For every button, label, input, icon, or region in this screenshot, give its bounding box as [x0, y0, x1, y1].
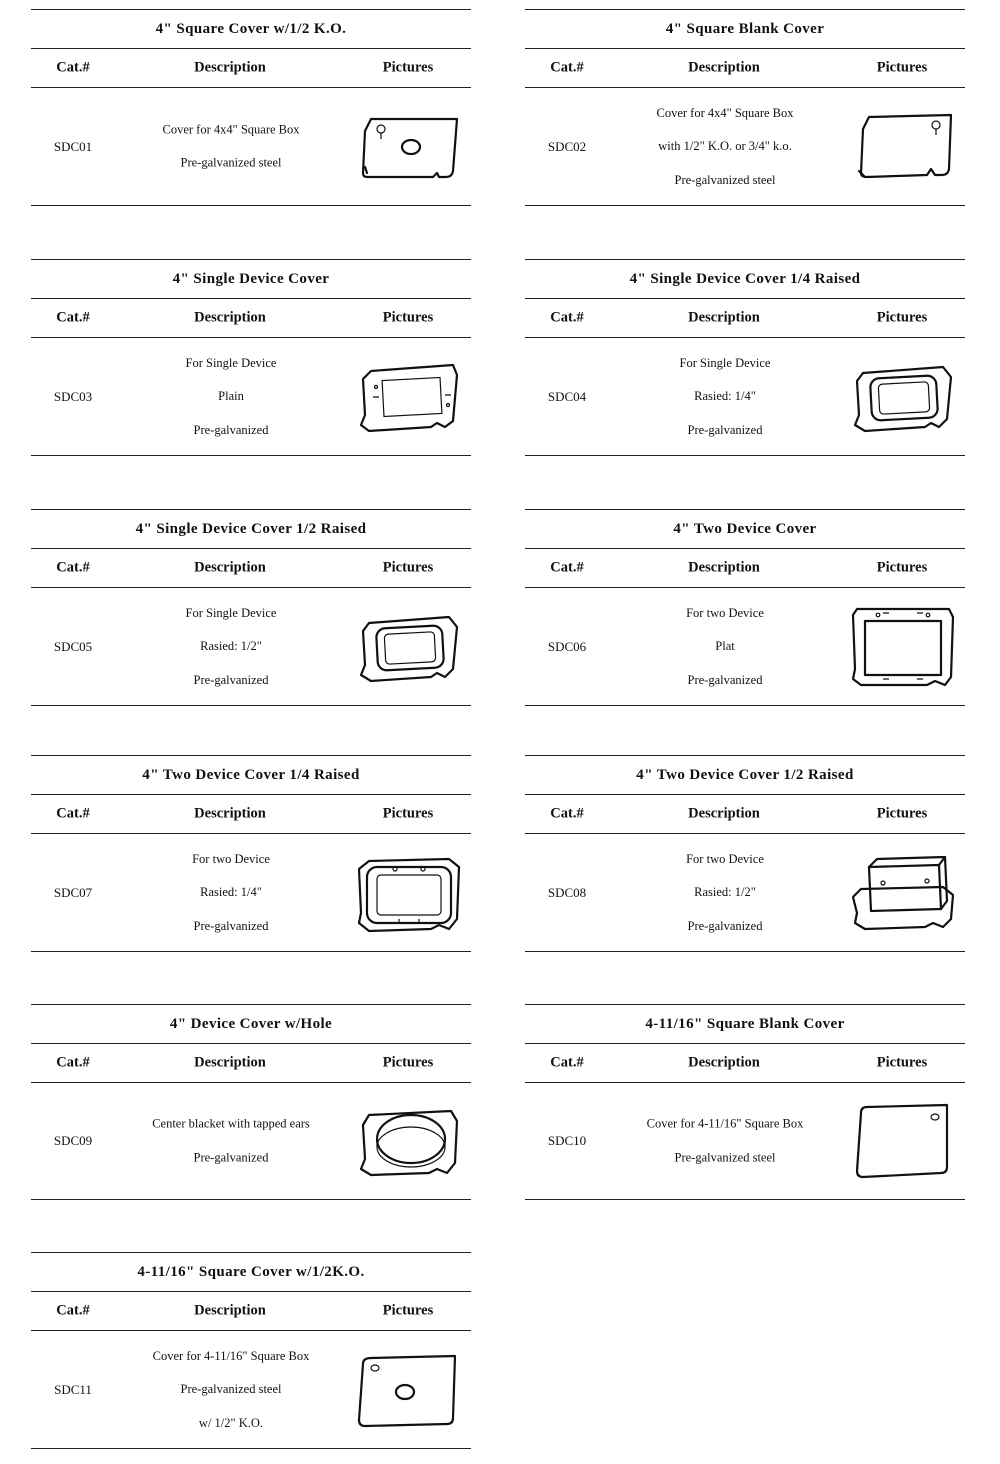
cat-number: SDC04: [547, 388, 587, 404]
description-header: Description: [194, 1302, 266, 1319]
description-header: Description: [688, 805, 760, 822]
cat-header: Cat.#: [56, 1302, 90, 1319]
product-title: 4" Two Device Cover 1/4 Raised: [31, 755, 471, 795]
table-row: [31, 88, 471, 206]
product-description: For two Device Rasied: 1/4" Pre-galvanized: [192, 851, 270, 933]
cat-header: Cat.#: [56, 805, 90, 822]
product-title: 4" Device Cover w/Hole: [31, 1004, 471, 1044]
product-block-sdc06: [525, 509, 965, 706]
table-row: [31, 834, 471, 952]
table-header: [525, 1044, 965, 1083]
single-device-raised-cover-icon: [843, 357, 963, 437]
table-row: [525, 88, 965, 206]
cat-number: SDC10: [547, 1133, 587, 1148]
product-block-sdc04: [525, 259, 965, 456]
description-header: Description: [194, 1054, 266, 1071]
product-description: Cover for 4x4" Square Box with 1/2" K.O. or 3/4" k.o. Pre-galvanized steel: [656, 105, 794, 187]
product-description: Cover for 4-11/16" Square Box Pre-galvanized steel w/ 1/2" K.O.: [152, 1348, 310, 1430]
product-title: 4" Square Blank Cover: [525, 9, 965, 49]
product-block-sdc05: [31, 509, 471, 706]
two-device-deep-raised-cover-icon: [843, 853, 963, 933]
table-header: [31, 1044, 471, 1083]
product-title: 4" Single Device Cover 1/2 Raised: [31, 509, 471, 549]
product-block-sdc01: [31, 9, 471, 206]
table-header: [31, 795, 471, 834]
cat-number: SDC03: [53, 388, 93, 404]
product-block-sdc08: [525, 755, 965, 952]
product-title: 4" Two Device Cover: [525, 509, 965, 549]
square-cover-ko-icon: [349, 107, 469, 187]
table-row: [525, 588, 965, 706]
cat-header: Cat.#: [56, 59, 90, 76]
table-row: [31, 1083, 471, 1200]
product-description: For two Device Rasied: 1/2" Pre-galvanized: [686, 851, 764, 933]
pictures-header: Pictures: [876, 309, 928, 326]
pictures-header: Pictures: [382, 309, 434, 326]
cat-header: Cat.#: [550, 559, 584, 576]
pictures-header: Pictures: [876, 559, 928, 576]
table-row: [525, 338, 965, 456]
cat-number: SDC07: [53, 884, 93, 900]
description-header: Description: [194, 805, 266, 822]
table-header: [525, 795, 965, 834]
cat-header: Cat.#: [550, 805, 584, 822]
cat-number: SDC06: [547, 638, 587, 654]
description-header: Description: [688, 59, 760, 76]
description-header: Description: [194, 59, 266, 76]
description-header: Description: [194, 309, 266, 326]
cat-header: Cat.#: [550, 1054, 584, 1071]
product-title: 4" Single Device Cover 1/4 Raised: [525, 259, 965, 299]
table-header: [525, 549, 965, 588]
table-row: [525, 1083, 965, 1200]
cat-number: SDC02: [547, 138, 587, 154]
cat-number: SDC11: [54, 1381, 92, 1397]
square-blank-cover-icon: [843, 107, 963, 187]
large-square-cover-ko-icon: [349, 1350, 469, 1430]
table-row: [31, 588, 471, 706]
product-block-sdc07: [31, 755, 471, 952]
cat-number: SDC08: [547, 884, 587, 900]
table-row: [525, 834, 965, 952]
table-header: [31, 299, 471, 338]
pictures-header: Pictures: [382, 805, 434, 822]
product-description: For Single Device Rasied: 1/2" Pre-galvanized: [185, 605, 277, 687]
two-device-cover-icon: [843, 601, 963, 693]
description-header: Description: [194, 559, 266, 576]
product-title: 4-11/16" Square Blank Cover: [525, 1004, 965, 1044]
product-description: For Single Device Rasied: 1/4" Pre-galvanized: [679, 355, 771, 437]
table-header: [525, 299, 965, 338]
table-header: [31, 549, 471, 588]
product-block-sdc02: [525, 9, 965, 206]
pictures-header: Pictures: [876, 59, 928, 76]
cat-header: Cat.#: [550, 309, 584, 326]
pictures-header: Pictures: [382, 1302, 434, 1319]
description-header: Description: [688, 559, 760, 576]
product-title: 4" Single Device Cover: [31, 259, 471, 299]
product-description: Center blacket with tapped ears Pre-galvanized: [152, 1116, 310, 1164]
product-title: 4" Square Cover w/1/2 K.O.: [31, 9, 471, 49]
cat-header: Cat.#: [56, 1054, 90, 1071]
device-cover-hole-icon: [349, 1101, 469, 1181]
cat-number: SDC09: [53, 1133, 93, 1148]
single-device-cover-icon: [349, 357, 469, 437]
cat-header: Cat.#: [56, 559, 90, 576]
single-device-raised-cover-icon: [349, 607, 469, 687]
product-description: For Single Device Plain Pre-galvanized: [185, 355, 277, 437]
table-row: [31, 1331, 471, 1449]
cat-header: Cat.#: [550, 59, 584, 76]
pictures-header: Pictures: [876, 1054, 928, 1071]
product-block-sdc09: [31, 1004, 471, 1200]
pictures-header: Pictures: [876, 805, 928, 822]
product-description: For two Device Plat Pre-galvanized: [686, 605, 764, 687]
table-row: [31, 338, 471, 456]
large-square-blank-cover-icon: [843, 1101, 963, 1181]
product-title: 4-11/16" Square Cover w/1/2K.O.: [31, 1252, 471, 1292]
table-header: [525, 49, 965, 88]
pictures-header: Pictures: [382, 559, 434, 576]
table-header: [31, 1292, 471, 1331]
table-header: [31, 49, 471, 88]
pictures-header: Pictures: [382, 59, 434, 76]
product-block-sdc03: [31, 259, 471, 456]
product-block-sdc11: [31, 1252, 471, 1449]
product-block-sdc10: [525, 1004, 965, 1200]
description-header: Description: [688, 1054, 760, 1071]
product-title: 4" Two Device Cover 1/2 Raised: [525, 755, 965, 795]
two-device-raised-cover-icon: [349, 853, 469, 933]
pictures-header: Pictures: [382, 1054, 434, 1071]
product-description: Cover for 4-11/16" Square Box Pre-galvanized steel: [646, 1116, 804, 1164]
cat-header: Cat.#: [56, 309, 90, 326]
cat-number: SDC01: [53, 138, 93, 154]
description-header: Description: [688, 309, 760, 326]
cat-number: SDC05: [53, 638, 93, 654]
product-description: Cover for 4x4" Square Box Pre-galvanized steel: [162, 122, 300, 170]
